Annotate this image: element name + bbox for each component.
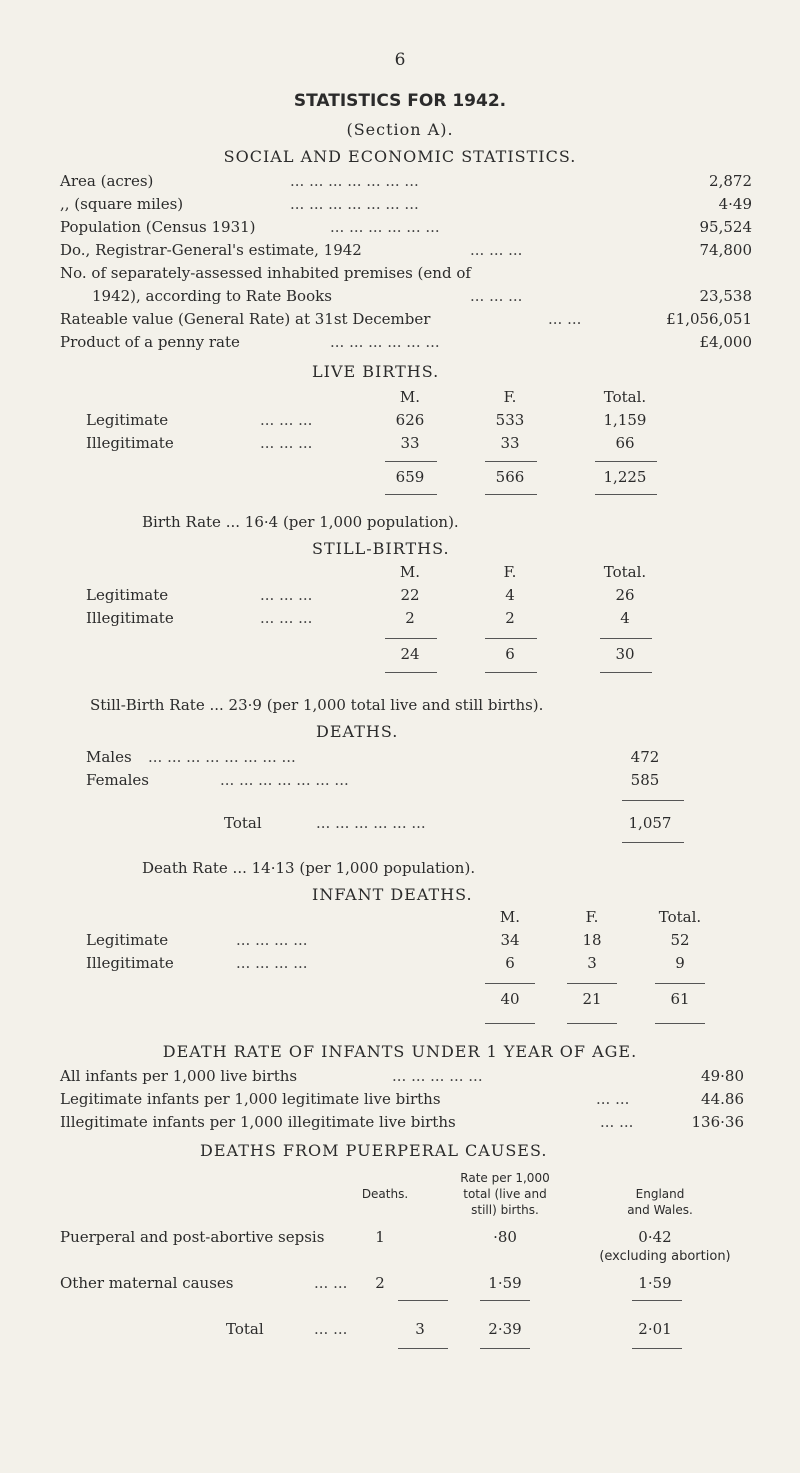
sum-rule (398, 1300, 448, 1301)
leader-dots: ... ... ... (260, 609, 313, 627)
row-label: Illegitimate (86, 434, 174, 452)
total-deaths: 3 (415, 1320, 425, 1338)
deaths-total: 1,057 (628, 814, 672, 832)
row-label: Legitimate (86, 586, 169, 604)
row-label: Illegitimate infants per 1,000 illegitimate live births (60, 1113, 456, 1131)
total-m: 659 (395, 468, 425, 486)
col-header-rate-1: Rate per 1,000 (460, 1171, 550, 1185)
col-header-m: M. (399, 388, 421, 406)
row-label: Illegitimate (86, 609, 174, 627)
england-note: (excluding abortion) (599, 1249, 731, 1264)
social-row-label: ,, (square miles) (60, 195, 184, 213)
cell-total: 66 (615, 434, 635, 452)
leader-dots: ... ... (548, 310, 582, 328)
sum-rule (595, 461, 657, 462)
birth-rate: Birth Rate ... 16·4 (per 1,000 population). (142, 513, 459, 531)
total-f: 566 (495, 468, 525, 486)
cell-m: 2 (405, 609, 415, 627)
leader-dots: ... ... ... ... ... ... ... ... (148, 748, 296, 766)
cell-m: 22 (400, 586, 420, 604)
social-row-label: No. of separately-assessed inhabited premises (end of (60, 264, 471, 282)
sum-rule (622, 800, 684, 801)
col-header-deaths: Deaths. (361, 1187, 409, 1201)
rate-value: 49·80 (701, 1067, 744, 1085)
sum-rule (600, 638, 652, 639)
total-m: 40 (500, 990, 520, 1008)
sum-rule (655, 983, 705, 984)
col-header-england-2: and Wales. (627, 1203, 693, 1217)
leader-dots: ... ... ... ... ... ... ... (290, 172, 419, 190)
social-row-label: Area (acres) (60, 172, 154, 190)
sum-rule (485, 494, 537, 495)
sum-rule (567, 1023, 617, 1024)
page-number: 6 (394, 50, 406, 70)
leader-dots: ... ... ... ... (236, 931, 308, 949)
row-label: Other maternal causes (60, 1274, 234, 1292)
rate-value: 44.86 (701, 1090, 744, 1108)
leader-dots: ... ... ... (470, 241, 523, 259)
section-label: (Section A). (346, 120, 454, 139)
leader-dots: ... ... ... ... ... ... (330, 218, 440, 236)
row-label: Females (86, 771, 150, 789)
infant-deaths-heading: INFANT DEATHS. (312, 885, 473, 904)
leader-dots: ... ... ... (260, 586, 313, 604)
leader-dots: ... ... ... ... ... ... ... (290, 195, 419, 213)
row-label: Legitimate (86, 931, 169, 949)
cell-total: 9 (675, 954, 685, 972)
infant-rate-heading: DEATH RATE OF INFANTS UNDER 1 YEAR OF AGE. (162, 1042, 638, 1061)
sum-rule (632, 1348, 682, 1349)
sum-rule (567, 983, 617, 984)
leader-dots: ... ... ... ... ... ... (316, 814, 426, 832)
col-header-rate-3: still) births. (471, 1203, 539, 1217)
sum-rule (480, 1348, 530, 1349)
sum-rule (398, 1348, 448, 1349)
social-row-value: 2,872 (709, 172, 752, 190)
leader-dots: ... ... ... ... (236, 954, 308, 972)
social-row-label: 1942), according to Rate Books (92, 287, 332, 305)
deaths-value: 472 (630, 748, 660, 766)
social-row-value: 95,524 (699, 218, 752, 236)
sum-rule (385, 461, 437, 462)
col-header-rate-2: total (live and (463, 1187, 547, 1201)
cell-m: 34 (500, 931, 520, 949)
col-header-total: Total. (603, 388, 647, 406)
cell-f: 2 (505, 609, 515, 627)
total-f: 6 (505, 645, 515, 663)
col-header-england-1: England (635, 1187, 685, 1201)
leader-dots: ... ... (596, 1090, 630, 1108)
social-heading: SOCIAL AND ECONOMIC STATISTICS. (223, 147, 577, 166)
leader-dots: ... ... ... ... ... ... ... (220, 771, 349, 789)
social-row-label: Product of a penny rate (60, 333, 240, 351)
cell-f: 3 (587, 954, 597, 972)
total-label: Total (224, 814, 262, 832)
social-row-value: 23,538 (699, 287, 752, 305)
sum-rule (385, 494, 437, 495)
total-total: 1,225 (603, 468, 647, 486)
sum-rule (485, 672, 537, 673)
sum-rule (595, 494, 657, 495)
row-label: Legitimate infants per 1,000 legitimate live births (60, 1090, 441, 1108)
social-row-label: Rateable value (General Rate) at 31st December (60, 310, 431, 328)
cell-england: 0·42 (638, 1228, 672, 1246)
death-rate: Death Rate ... 14·13 (per 1,000 population). (142, 859, 476, 877)
row-label: Legitimate (86, 411, 169, 429)
still-births-heading: STILL-BIRTHS. (312, 539, 450, 558)
cell-m: 6 (505, 954, 515, 972)
row-label: Males (86, 748, 132, 766)
sum-rule (485, 638, 537, 639)
col-header-f: F. (585, 908, 599, 926)
row-label: All infants per 1,000 live births (60, 1067, 298, 1085)
leader-dots: ... ... ... (260, 434, 313, 452)
col-header-f: F. (503, 563, 517, 581)
sum-rule (632, 1300, 682, 1301)
puerperal-heading: DEATHS FROM PUERPERAL CAUSES. (200, 1141, 548, 1160)
cell-total: 26 (615, 586, 635, 604)
cell-total: 52 (670, 931, 690, 949)
sum-rule (480, 1300, 530, 1301)
col-header-total: Total. (603, 563, 647, 581)
social-row-value: £1,056,051 (666, 310, 752, 328)
page-title: STATISTICS FOR 1942. (293, 91, 507, 111)
leader-dots: ... ... ... (260, 411, 313, 429)
sum-rule (485, 983, 535, 984)
col-header-m: M. (399, 563, 421, 581)
sum-rule (385, 672, 437, 673)
cell-m: 33 (400, 434, 420, 452)
cell-total: 1,159 (603, 411, 647, 429)
col-header-f: F. (503, 388, 517, 406)
cell-m: 626 (395, 411, 425, 429)
deaths-value: 585 (630, 771, 660, 789)
row-label: Puerperal and post-abortive sepsis (60, 1228, 325, 1246)
row-label: Illegitimate (86, 954, 174, 972)
social-row-label: Do., Registrar-General's estimate, 1942 (60, 241, 362, 259)
leader-dots: ... ... ... (470, 287, 523, 305)
social-row-label: Population (Census 1931) (60, 218, 256, 236)
leader-dots: ... ... (314, 1274, 348, 1292)
sum-rule (622, 842, 684, 843)
social-row-value: 74,800 (699, 241, 752, 259)
cell-rate: 1·59 (488, 1274, 522, 1292)
total-england: 2·01 (638, 1320, 672, 1338)
cell-total: 4 (620, 609, 630, 627)
cell-england: 1·59 (638, 1274, 672, 1292)
col-header-m: M. (499, 908, 521, 926)
live-births-heading: LIVE BIRTHS. (312, 362, 440, 381)
social-row-value: £4,000 (699, 333, 752, 351)
leader-dots: ... ... ... ... ... (392, 1067, 483, 1085)
sum-rule (655, 1023, 705, 1024)
cell-f: 18 (582, 931, 602, 949)
rate-value: 136·36 (691, 1113, 744, 1131)
total-f: 21 (582, 990, 602, 1008)
sum-rule (600, 672, 652, 673)
cell-f: 33 (500, 434, 520, 452)
total-label: Total (226, 1320, 264, 1338)
deaths-heading: DEATHS. (316, 722, 399, 741)
sum-rule (485, 1023, 535, 1024)
cell-deaths: 2 (375, 1274, 385, 1292)
cell-f: 533 (495, 411, 525, 429)
cell-rate: ·80 (493, 1228, 517, 1246)
leader-dots: ... ... (314, 1320, 348, 1338)
still-birth-rate: Still-Birth Rate ... 23·9 (per 1,000 total live and still births). (90, 696, 544, 714)
leader-dots: ... ... (600, 1113, 634, 1131)
total-rate: 2·39 (488, 1320, 522, 1338)
total-total: 61 (670, 990, 690, 1008)
leader-dots: ... ... ... ... ... ... (330, 333, 440, 351)
col-header-total: Total. (658, 908, 702, 926)
total-total: 30 (615, 645, 635, 663)
total-m: 24 (400, 645, 420, 663)
cell-f: 4 (505, 586, 515, 604)
social-row-value: 4·49 (718, 195, 752, 213)
cell-deaths: 1 (375, 1228, 385, 1246)
sum-rule (485, 461, 537, 462)
sum-rule (385, 638, 437, 639)
